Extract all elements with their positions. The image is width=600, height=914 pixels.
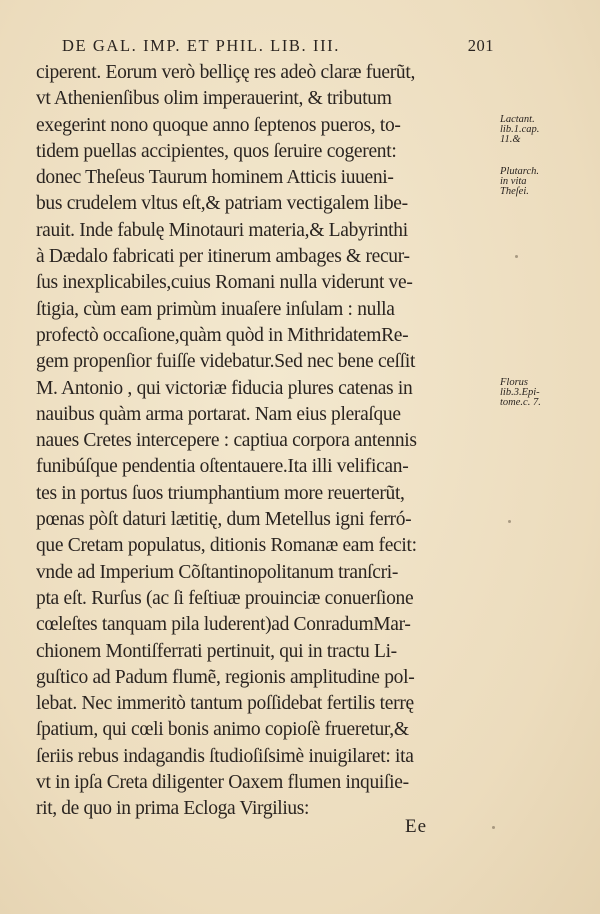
text-line: vt in ipſa Creta diligenter Oaxem flumen inquiſie- [36, 772, 409, 794]
page-number: 201 [467, 36, 494, 55]
marginal-note-line: Plutarch. [500, 166, 539, 178]
marginal-note-line: Theſei. [500, 186, 529, 198]
text-line: ſus inexplicabiles,cuius Romani nulla viderunt ve- [36, 272, 413, 294]
text-line: à Dædalo fabricati per itinerum ambages & recur- [36, 246, 410, 268]
text-line: ſeriis rebus indagandis ſtudioſiſsimè inuigilaret: ita [36, 745, 414, 767]
text-line: guſtico ad Padum flumẽ, regionis amplitudine pol- [36, 666, 415, 688]
text-line: pta eſt. Rurſus (ac ſi feſtiuæ prouinciæ conuerſione [36, 587, 414, 609]
text-line: rauit. Inde fabulę Minotauri materia,& Labyrinthi [36, 219, 408, 241]
text-line: funibúſque pendentia oſtentauere.Ita illi velifican- [36, 456, 409, 478]
text-line: que Cretam populatus, ditionis Romanæ eam fecit: [36, 535, 417, 557]
marginal-note-line: tome.c. 7. [500, 396, 541, 408]
marginal-note-line: 11.& [500, 133, 521, 145]
text-line: gem propenſior fuiſſe videbatur.Sed nec bene ceſſit [36, 351, 416, 373]
marginal-note-line: Lactant. [500, 113, 535, 125]
marginal-note-line: in vita [500, 176, 527, 188]
marginal-note-line: lib.1.cap. [500, 123, 540, 135]
text-line: tes in portus ſuos triumphantium more reuerterũt, [36, 482, 405, 504]
marginal-note [500, 115, 570, 145]
marginal-note-line: lib.3.Epi- [500, 386, 540, 398]
marginal-note-line: Florus [500, 376, 529, 388]
text-line: ciperent. Eorum verò belliçę res adeò claræ fuerũt, [36, 62, 416, 83]
text-line: lebat. Nec immeritò tantum poſſidebat fertilis terrę [36, 693, 414, 715]
text-line: M. Antonio , qui victoriæ fiducia plures catenas in [36, 377, 413, 399]
text-line: donec Theſeus Taurum hominem Atticis iuueni- [36, 167, 394, 189]
paper-speck [515, 255, 518, 258]
text-line: bus crudelem vltus eſt,& patriam vectigalem libe- [36, 193, 408, 215]
text-line: nauibus quàm arma portarat. Nam eius pleraſque [36, 403, 401, 425]
text-line: pœnas pòſt daturi lætitię, dum Metellus igni ferró- [36, 509, 412, 531]
text-line: profectò occaſione,quàm quòd in MithridatemRe- [36, 324, 409, 346]
text-line: cœleſtes tanquam pila luderent)ad ConradumMar- [36, 614, 411, 636]
marginal-note [500, 378, 570, 408]
text-line: naues Cretes intercepere : captiua corpora antennis [36, 430, 417, 452]
text-line: chionem Montiſferrati pertinuit, qui in tractu Li- [36, 640, 397, 662]
text-line: rit, de quo in prima Ecloga Virgilius: [36, 798, 310, 820]
marginal-note [500, 167, 570, 197]
catchword: Ee [405, 816, 428, 837]
running-title: DE GAL. IMP. ET PHIL. LIB. III. [62, 36, 340, 55]
text-line: tidem puellas accipientes, quos ſeruire cogerent: [36, 140, 397, 162]
paper-speck [508, 520, 511, 523]
text-line: exegerint nono quoque anno ſeptenos pueros, to- [36, 114, 401, 136]
text-line: ſtigia, cùm eam primùm inuaſere inſulam : nulla [36, 298, 395, 320]
text-line: vnde ad Imperium Cõſtantinopolitanum tranſcri- [36, 561, 399, 583]
paper-speck [492, 826, 495, 829]
body-text [36, 60, 500, 823]
text-line: vt Athenienſibus olim imperauerint, & tributum [36, 88, 392, 110]
text-line: ſpatium, qui cœli bonis animo copioſè frueretur,& [36, 719, 409, 741]
